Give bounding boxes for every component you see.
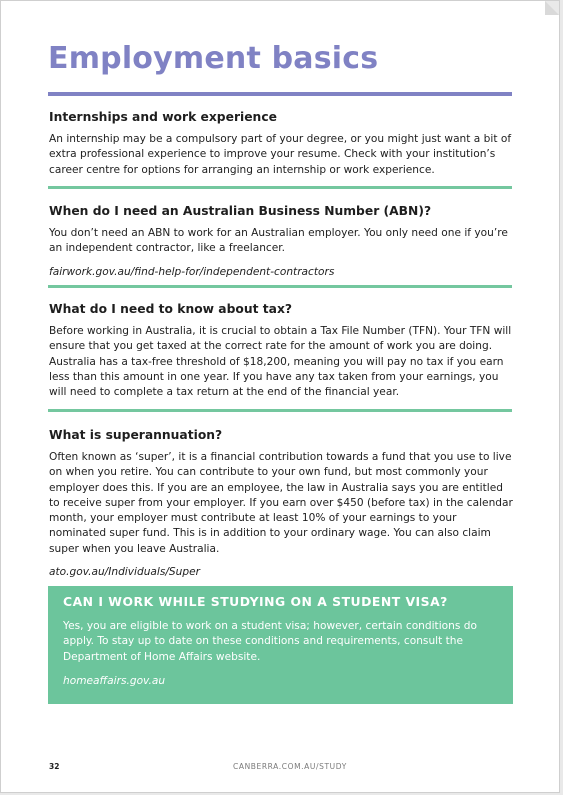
page-title: Employment basics <box>48 41 379 76</box>
section-divider <box>48 186 512 189</box>
section-body: Often known as ‘super’, it is a financial contribution towards a fund that you use to live on when you retire. You can contribute to your own fund, but most commonly your employer does this. If you are an employee, the law in Australia says you are entitled to receive super from your employer. If you earn over $450 (before tax) in the calendar month, your employer must contribute at least 10% of your earnings to your nominated super fund. This is in addition to your ordinary wage. You can also claim super when you leave Australia. <box>49 451 513 555</box>
section-heading: Internships and work experience <box>49 110 277 124</box>
page-corner-fold <box>545 1 559 15</box>
callout-heading: CAN I WORK WHILE STUDYING ON A STUDENT VISA? <box>63 594 448 609</box>
fairwork-link[interactable]: fairwork.gov.au/find-help-for/independent-contractors <box>49 265 335 278</box>
section-heading: What do I need to know about tax? <box>49 302 293 316</box>
section-tax <box>49 302 513 400</box>
section-divider <box>48 285 512 288</box>
section-body: An internship may be a compulsory part of your degree, or you might just want a bit of extra professional experience to improve your resume. Check with your institution’s career centre for options for arranging an internship or work experience. <box>49 133 512 176</box>
callout-body: Yes, you are eligible to work on a student visa; however, certain conditions do apply. To stay up to date on these conditions and requirements, consult the Department of Home Affairs website. <box>63 620 477 663</box>
section-body: You don’t need an ABN to work for an Australian employer. You only need one if you’re an independent contractor, like a freelancer. <box>49 227 508 255</box>
footer-website: CANBERRA.COM.AU/STUDY <box>233 762 347 771</box>
section-divider <box>48 409 512 412</box>
section-internships <box>49 110 513 178</box>
student-visa-callout <box>48 586 513 704</box>
section-superannuation <box>49 428 513 578</box>
page-number: 32 <box>49 762 60 771</box>
section-heading: What is superannuation? <box>49 428 223 442</box>
ato-link[interactable]: ato.gov.au/Individuals/Super <box>49 566 200 579</box>
section-body: Before working in Australia, it is crucial to obtain a Tax File Number (TFN). Your TFN will ensure that you get taxed at the correct rate for the amount of work you are doing. Australia has a tax-free threshold of $18,200, meaning you will pay no tax if you earn less than this amount in one year. If you have any tax taken from your earnings, you will need to complete a tax return at the end of the financial year. <box>49 325 512 399</box>
homeaffairs-link[interactable]: homeaffairs.gov.au <box>63 674 166 687</box>
title-divider <box>48 92 512 96</box>
section-heading: When do I need an Australian Business Number (ABN)? <box>49 204 432 218</box>
section-abn <box>49 204 513 278</box>
